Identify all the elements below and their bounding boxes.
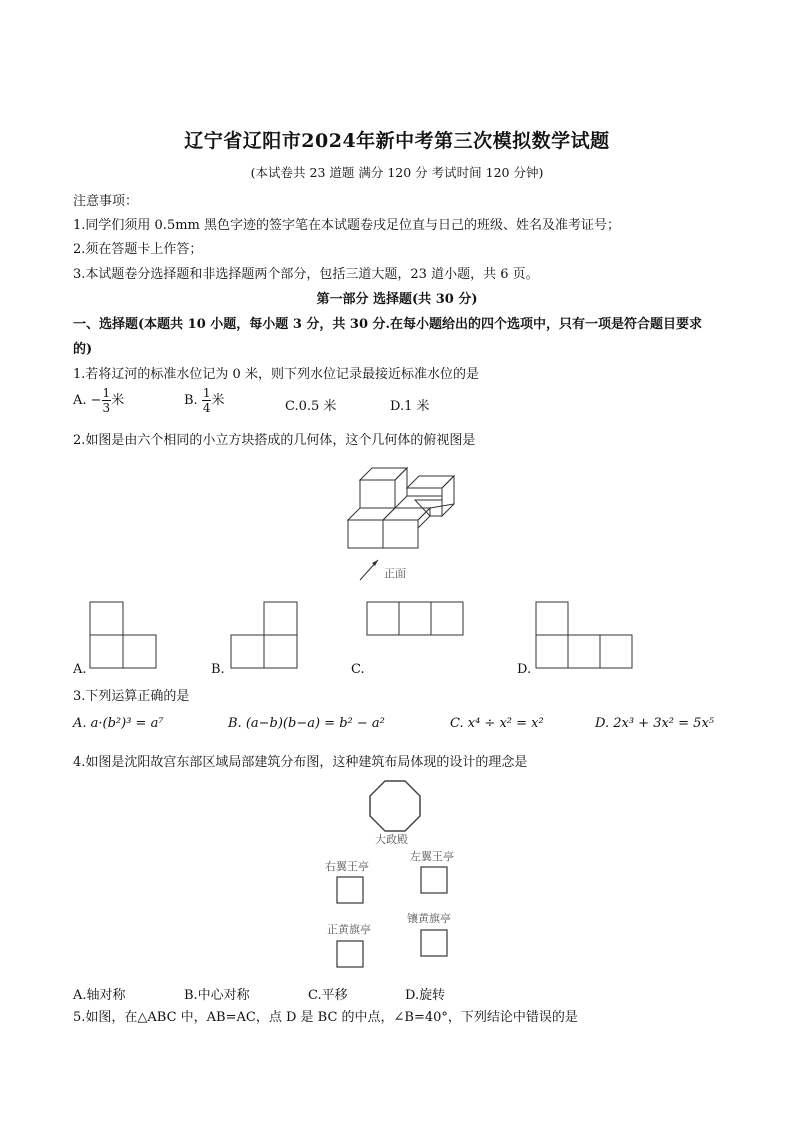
cube-top-side [395, 468, 407, 508]
zhenghuang-square [337, 941, 363, 967]
left-wang-square [421, 867, 447, 893]
q2-option-d-figure [536, 602, 634, 670]
q1-a-unit: 米 [111, 393, 125, 408]
note-item-2: 2.须在答题卡上作答； [73, 242, 203, 257]
note-item-3: 3.本试题卷分选择题和非选择题两个部分，包括三道大题，23 道小题，共 6 页。 [73, 267, 539, 282]
q2-option-a-label: A. [73, 662, 87, 677]
q1-a-prefix: A. − [73, 393, 102, 408]
q5-stem: 5.如图，在△ABC 中，AB=AC，点 D 是 BC 的中点，∠B=40°，下列结论中错误的是 [73, 1010, 578, 1025]
q2-option-c-label: C. [351, 662, 365, 677]
notes-heading: 注意事项： [73, 194, 139, 209]
right-wang-label: 右翼王亭 [325, 860, 369, 873]
cube-top-front [360, 480, 395, 508]
section-heading-line2: 的) [73, 342, 93, 357]
q4-option-b: B.中心对称 [184, 988, 250, 1003]
exam-info: (本试卷共 23 道题 满分 120 分 考试时间 120 分钟) [250, 165, 544, 180]
q1-a-fraction [102, 386, 112, 415]
section-heading-line1: 一、选择题(本题共 10 小题，每小题 3 分，共 30 分.在每小题给出的四个选项中，只有一项是符合题目要求 [73, 317, 703, 332]
xianghuang-label: 镶黄旗亭 [407, 912, 451, 925]
cube-top-top [360, 468, 407, 480]
q1-b-den: 4 [202, 401, 211, 415]
q1-b-num: 1 [202, 386, 211, 400]
q3-option-b: B. (a−b)(b−a) = b² − a² [228, 716, 385, 731]
q1-b-unit: 米 [211, 393, 225, 408]
note-item-1: 1.同学们须用 0.5mm 黑色字迹的签字笔在本试题卷戌足位直与日己的班级、姓名及准考证号； [73, 218, 620, 233]
q3-option-c: C. x⁴ ÷ x² = x² [450, 716, 544, 731]
q1-option-c: C.0.5 米 [285, 399, 337, 414]
q4-option-d: D.旋转 [405, 988, 446, 1003]
q1-b-prefix: B. [184, 393, 198, 408]
q4-layout-figure [315, 775, 475, 975]
q4-option-c: C.平移 [308, 988, 348, 1003]
xianghuang-square [421, 930, 447, 956]
q2-option-a-figure [90, 602, 158, 670]
q3-stem: 3.下列运算正确的是 [73, 689, 190, 704]
q1-option-b [184, 386, 224, 415]
q2-option-b-figure [231, 602, 299, 670]
q3-option-a: A. a·(b²)³ = a⁷ [73, 716, 164, 731]
q1-option-a [73, 386, 124, 415]
q1-option-d: D.1 米 [390, 399, 430, 414]
q1-a-den: 3 [102, 401, 111, 415]
q3-option-d: D. 2x³ + 3x² = 5x⁵ [595, 716, 714, 731]
front-view-label: 正面 [384, 567, 406, 580]
center-hall-label: 大政殿 [375, 833, 408, 846]
left-wang-label: 左翼王亭 [410, 850, 454, 863]
q2-option-d-label: D. [517, 662, 532, 677]
q1-stem: 1.若将辽河的标准水位记为 0 米，则下列水位记录最接近标准水位的是 [73, 367, 479, 382]
q2-option-b-label: B. [211, 662, 225, 677]
q4-option-a: A.轴对称 [73, 988, 126, 1003]
right-wang-square [337, 877, 363, 903]
q4-stem: 4.如图是沈阳故宫东部区域局部建筑分布图，这种建筑布局体现的设计的理念是 [73, 755, 528, 770]
q2-cube-figure [340, 460, 470, 590]
octagon-hall-icon [370, 781, 420, 831]
q2-stem: 2.如图是由六个相同的小立方块搭成的几何体，这个几何体的俯视图是 [73, 433, 476, 448]
page-title: 辽宁省辽阳市2024年新中考第三次模拟数学试题 [184, 130, 610, 152]
q2-option-c-figure [367, 602, 465, 638]
zhenghuang-label: 正黄旗亭 [327, 923, 371, 936]
q1-a-num: 1 [102, 386, 111, 400]
part-heading: 第一部分 选择题(共 30 分) [316, 292, 478, 307]
